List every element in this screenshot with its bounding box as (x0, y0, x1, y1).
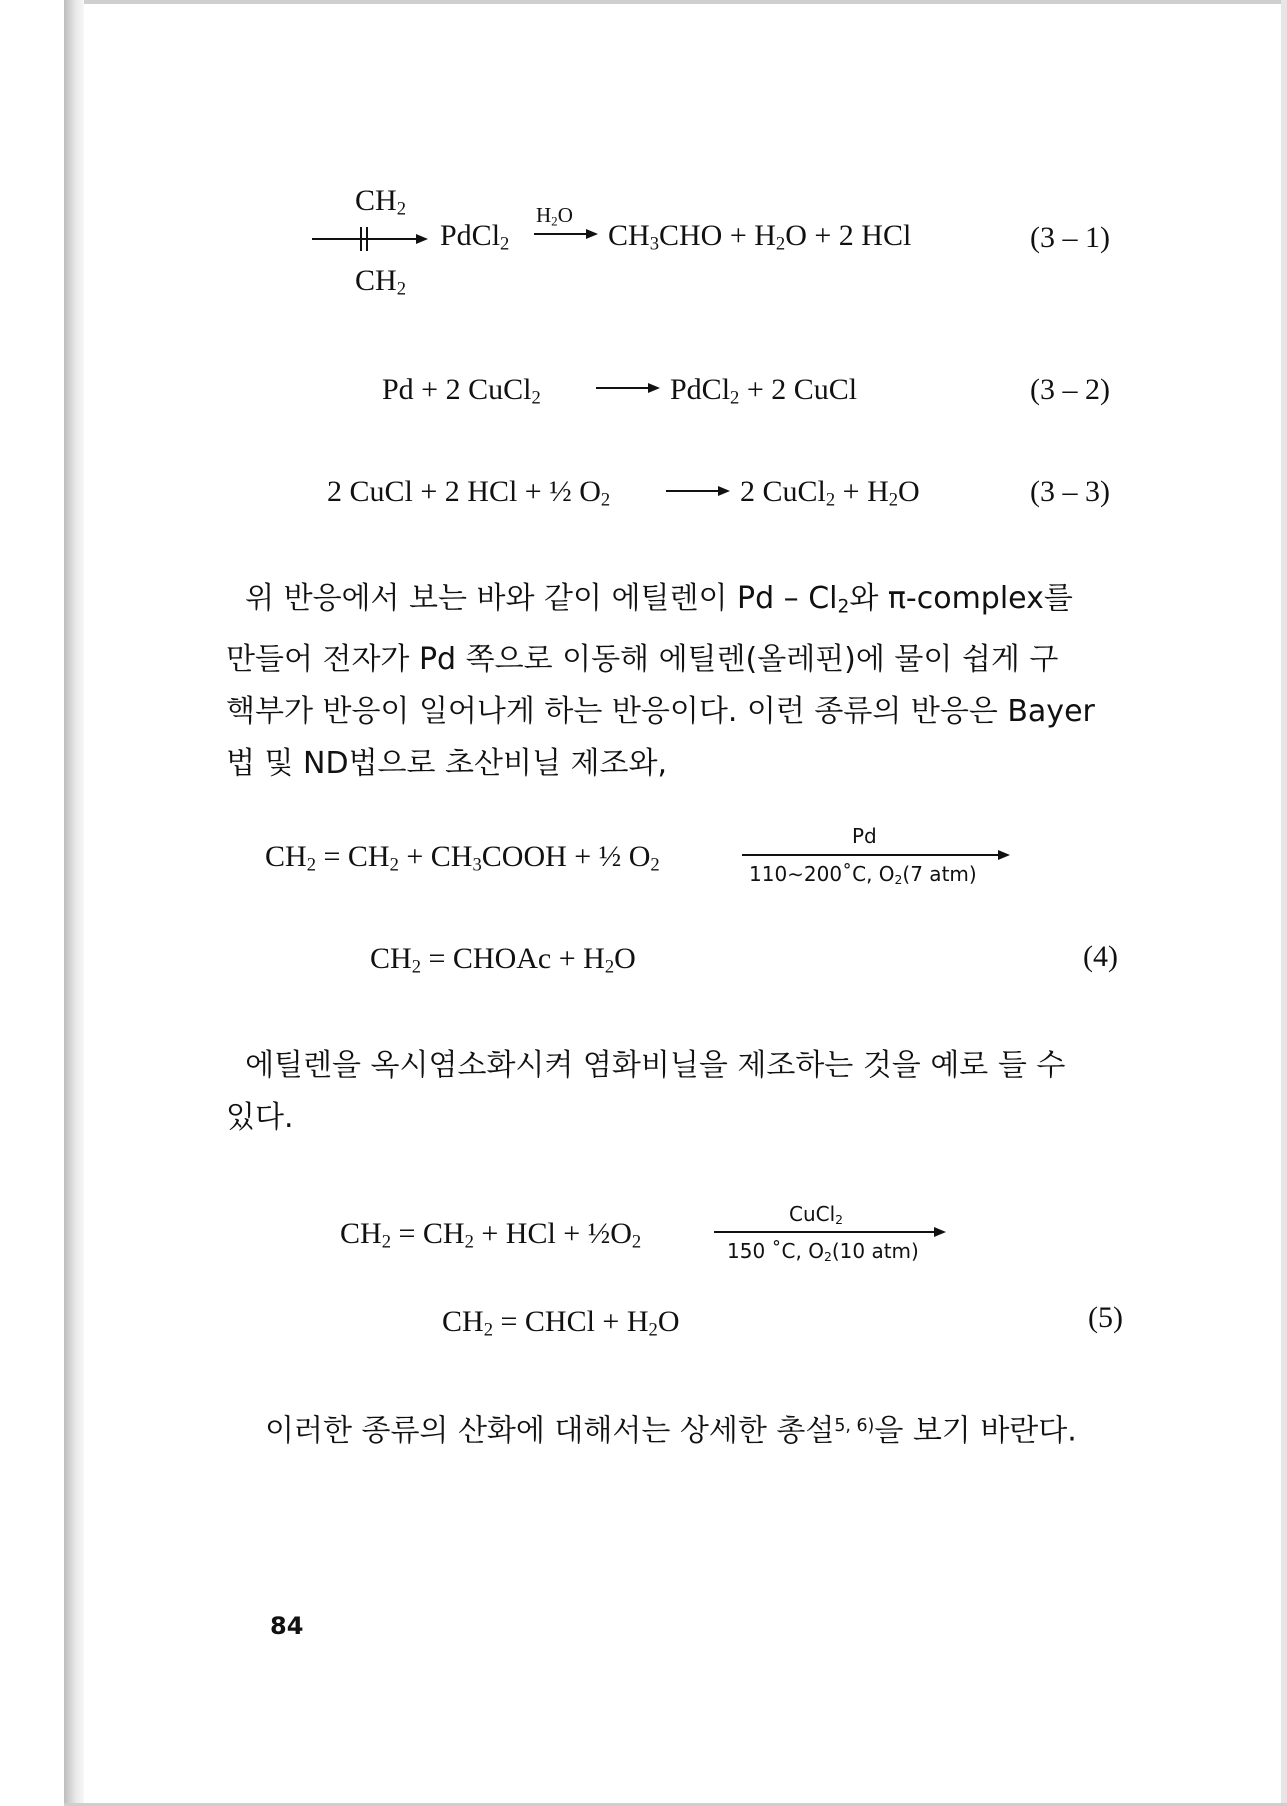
eq31-products: $CH_3CHO + H_2O + 2$ HCl (608, 219, 912, 255)
eq31-top-ch2: $CH_2$ (355, 184, 406, 220)
paragraph-2-line-1: 에틸렌을 옥시염소화시켜 염화비닐을 제조하는 것을 예로 들 수 (245, 1048, 1066, 1083)
eq33-left: 2 CuCl + 2 HCl + ½ $O_2$ (327, 475, 611, 511)
paragraph-1-line-2: 만들어 전자가 Pd 쪽으로 이동해 에틸렌(올레핀)에 물이 쉽게 구 (226, 641, 1059, 677)
eq33-right: 2 CuCl$_2$ + $H_2O$ (740, 475, 920, 511)
eq4-arrow-top-label: Pd (852, 824, 877, 848)
eq31-pdcl2: PdCl$_2$ (440, 219, 510, 255)
eq5-arrow-bottom-label: 150 ˚C, $O_2(10$ atm) (727, 1239, 919, 1265)
page-right-edge (1281, 0, 1287, 1806)
eq5-arrow (714, 1224, 946, 1240)
paragraph-2 (226, 1040, 1066, 1144)
citation-superscript: 5, 6) (834, 1416, 875, 1436)
eq32-arrow (596, 380, 660, 396)
eq31-arrow (534, 226, 598, 242)
eq5-number: (5) (1088, 1301, 1123, 1334)
paragraph-3: 이러한 종류의 산화에 대해서는 상세한 총설$^{5, 6)}$을 보기 바란다. (265, 1413, 1077, 1449)
paragraph-1-line-1: 위 반응에서 보는 바와 같이 에틸렌이 Pd – $Cl_2$와 π-complex를 (245, 581, 1073, 618)
book-spine-edge (64, 0, 84, 1806)
eq5-arrow-top-label: CuCl$_2$ (789, 1202, 844, 1228)
eq32-number: (3 – 2) (1030, 373, 1110, 406)
eq32-left: Pd + 2 CuCl$_2$ (382, 373, 541, 409)
page-top-edge (64, 0, 1287, 4)
page-number: 84 (270, 1612, 304, 1640)
eq33-arrow (666, 483, 730, 499)
eq5-reactants: $CH_2 = CH_2$ + HCl + $\frac{1}{2}O_2$ (340, 1217, 642, 1253)
eq4-reactants: $CH_2 = CH_2$ + $CH_3COOH$ + ½ $O_2$ (265, 840, 660, 876)
paragraph-1-line-3: 핵부가 반응이 일어나게 하는 반응이다. 이런 종류의 반응은 Bayer (226, 693, 1095, 729)
eq4-arrow (742, 847, 1010, 863)
paragraph-1-line-4: 법 및 ND법으로 초산비닐 제조와, (226, 745, 667, 781)
eq33-number: (3 – 3) (1030, 475, 1110, 508)
eq31-bottom-ch2: $CH_2$ (355, 264, 406, 300)
eq31-number: (3 – 1) (1030, 221, 1110, 254)
eq31-double-bond-arrow (312, 224, 428, 254)
eq4-number: (4) (1083, 940, 1118, 973)
eq32-right: PdCl$_2$ + 2 CuCl (670, 373, 858, 409)
eq5-products: $CH_2$ = CHCl + $H_2O$ (442, 1305, 680, 1341)
eq4-arrow-bottom-label: 110∼200˚C, $O_2(7$ atm) (749, 862, 977, 888)
paragraph-2-line-2: 있다. (226, 1100, 294, 1135)
paragraph-1 (226, 573, 1095, 790)
eq4-products: $CH_2$ = CHOAc + $H_2O$ (370, 942, 636, 978)
eq31-arrow-label: $H_2O$ (536, 203, 573, 229)
